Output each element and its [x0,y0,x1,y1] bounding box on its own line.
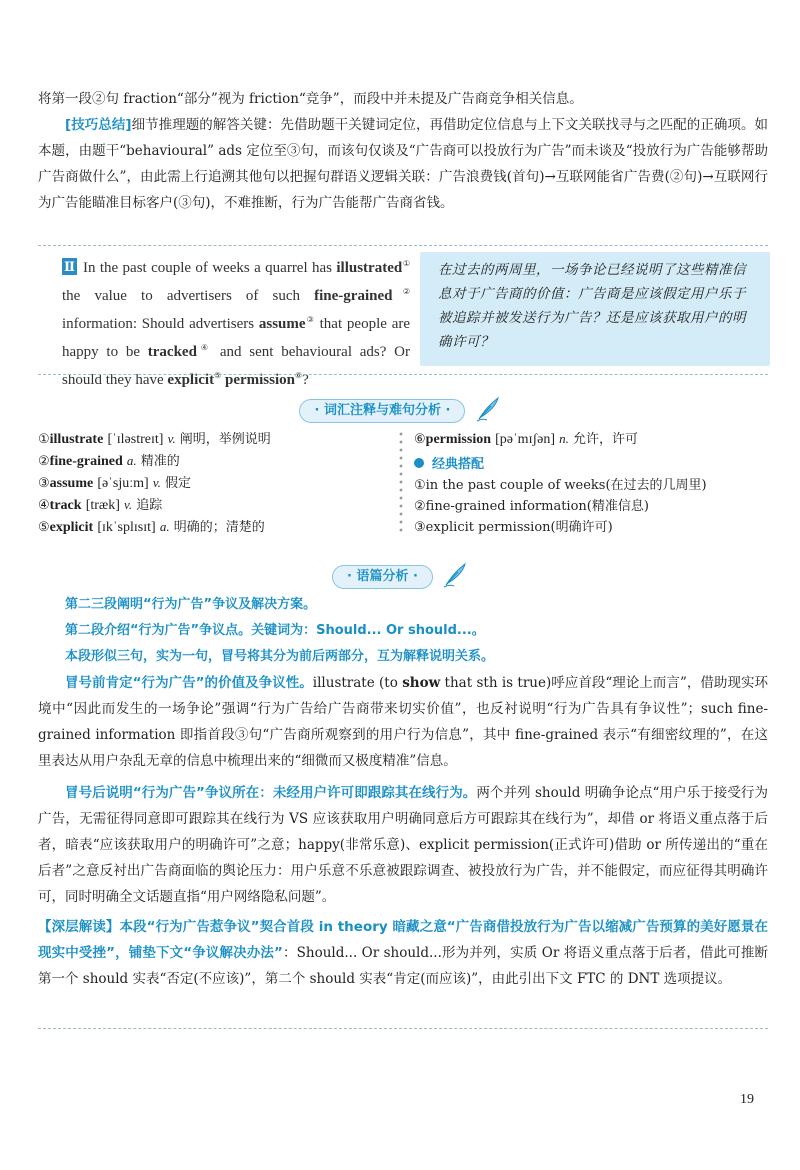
tip-paragraph [38,112,768,216]
collocation-item: ①in the past couple of weeks(在过去的几周里) [414,478,707,493]
vocab-highlight: illustrated [336,260,403,276]
vocab-highlight: assume [258,316,306,332]
vocab-highlight: explicit [167,372,215,388]
vocab-highlight: tracked [147,344,197,360]
vocab-ph: [træk] [85,498,120,513]
vocab-item [38,472,388,494]
vocab-word: fine-grained [49,454,123,469]
vocab-item [38,516,388,538]
vocab-word: explicit [49,520,94,535]
vocab-cn: 精准的 [140,454,180,469]
vocab-pos: v. [167,431,176,446]
passage-text: ? [302,372,309,388]
top-paragraph: 将第一段②句 fraction“部分”视为 friction“竞争”，而段中并未提及广告商竞争相关信息。 [38,91,583,107]
vocab-word: assume [49,476,94,491]
vocab-pos: a. [159,519,170,534]
passage-text: information: Should advertisers [62,316,259,332]
vocab-pos: v. [152,475,161,490]
vocab-right [414,428,774,538]
analysis-paragraph-2: 冒号后说明“行为广告”争议所在：未经用户许可即跟踪其在线行为。两个并列 should 明确争论点“用户乐于接受行为广告，无需征得同意即可跟踪其在线行为 VS 应该获取用户明确同意后方可跟踪其在线行为”，却借 or 将语义重点落于后者，暗表“应该获取用户的明确许可”之意；happy(非常乐意)、explicit permission(正式许可)借助 or 所传递出的“重在后者”之意反衬出广告商面临的舆论压力：用户乐意不乐意被跟踪调查、被投放行为广告，并不能假定，而应征得其明确许可，同时明确全文话题直指“用户网络隐私问题”。 [38,785,768,905]
vocab-item [38,428,388,450]
vocab-cn: 追踪 [136,498,163,513]
vocab-highlight: permission [224,372,295,388]
vocab-num: ③ [38,476,50,491]
analysis-heading-3: 本段形似三句，实为一句，冒号将其分为前后两部分，互为解释说明关系。 [65,649,495,664]
divider [38,1028,768,1029]
feather-pen-icon [475,396,501,422]
feather-pen-icon [442,562,468,588]
vocab-ph: [ɪkˈsplɪsɪt] [97,520,156,535]
chain-divider [396,430,406,532]
vocab-ph: [ˈɪləstreɪt] [107,432,164,447]
vocab-cn: 假定 [165,476,192,491]
footnote-marker: ⑥ [295,371,303,380]
analysis-title: · 语篇分析 · [332,565,433,589]
tip-text: 细节推理题的解答关键：先借助题干关键词定位，再借助定位信息与上下文关联找寻与之匹配的正确项。如本题，由题干“behavioural” ads 定位至③句，而该句仅谈及“广告商可以投放行为广告”而未谈及“投放行为广告能够帮助广告商做什么”，由此需上行追溯其他句以把握句群语义逻辑关联：广告浪费钱(首句)→互联网能省广告费(②句)→互联网行为广告能瞄准目标客户(③句)，不难推断，行为广告能帮广告商省钱。 [38,117,769,211]
vocab-cn: 阐明，举例说明 [179,432,271,447]
vocab-pos: a. [126,453,137,468]
paragraph-marker: Ⅱ [62,258,77,275]
analysis-body [38,592,768,992]
analysis-heading-1: 第二三段阐明“行为广告”争议及解决方案。 [65,597,317,612]
footnote-marker: ④ [196,343,213,352]
vocab-item [38,450,388,472]
vocab-num: ④ [38,498,50,513]
tip-label: [技巧总结] [65,117,132,133]
vocab-title: · 词汇注释与难句分析 · [299,399,465,423]
vocab-num: ⑤ [38,520,50,535]
deep-interpretation: 【深层解读】本段“行为广告惹争议”契合首段 in theory 暗藏之意“广告商借投放行为广告以缩减广告预算的美好愿景在现实中受挫”，铺垫下文“争议解决办法”：Should... Or should...形为并列，实质 Or 将语义重点落于后者，借此可推断第一个 should 实表“否定(不应该)”，第二个 should 实表“肯定(而应该)”，由此引出下文 FTC 的 DNT 选项提议。 [38,919,768,987]
divider [38,374,768,375]
footnote-marker: ⑤ [214,371,222,380]
passage-text: and sent behavioural ads? Or should they have [62,344,411,388]
bullet-dot-icon [414,458,424,468]
vocab-ph: [əˈsjuːm] [97,476,149,491]
page-number: 19 [740,1092,754,1107]
chinese-translation: 在过去的两周里，一场争论已经说明了这些精准信息对于广告商的价值：广告商是应该假定用户乐于被追踪并被发送行为广告？还是应该获取用户的明确许可？ [438,262,746,350]
vocab-banner [0,396,800,423]
divider [38,245,768,246]
analysis-banner [0,562,800,589]
vocab-num: ② [38,454,50,469]
vocab-item [38,494,388,516]
vocab-list [38,428,388,538]
footnote-marker: ③ [305,315,315,324]
vocab-item: ⑥permission [pəˈmɪʃən] n. 允许，许可 [414,431,639,447]
footnote-marker: ① [402,259,411,268]
analysis-paragraph-1: 冒号前肯定“行为广告”的价值及争议性。illustrate (to show that sth is true)呼应首段“理论上而言”，借助现实环境中“因此而发生的一场争论”强调“行为广告给广告商带来切实价值”，也反衬说明“行为广告具有争议性”；such fine-grained information 即指首段③句“广告商所观察到的用户行为信息”，其中 fine-grained 表示“有细密纹理的”，在这里表达从用户杂乱无章的信息中梳理出来的“细微而又极度精准”信息。 [38,675,769,769]
collocation-heading: 经典搭配 [414,454,774,475]
vocab-cn: 明确的；清楚的 [173,520,265,535]
english-passage [62,252,410,392]
passage-text: that people are happy to be [62,316,411,360]
vocab-num: ① [38,432,50,447]
collocation-list [414,475,774,538]
analysis-heading-2: 第二段介绍“行为广告”争议点。关键词为：Should... Or should...。 [65,623,485,638]
collocation-item: ③explicit permission(明确许可) [414,520,613,535]
vocab-pos: v. [124,497,133,512]
vocab-word: illustrate [49,432,104,447]
vocab-highlight: fine-grained [314,288,393,304]
collocation-item: ②fine-grained information(精准信息) [414,499,649,514]
footnote-marker: ② [392,287,410,296]
passage-text: In the past couple of weeks a quarrel has [83,260,337,276]
translation-box [420,252,770,366]
vocab-word: track [49,498,82,513]
passage-text: the value to advertisers of such [62,288,315,304]
